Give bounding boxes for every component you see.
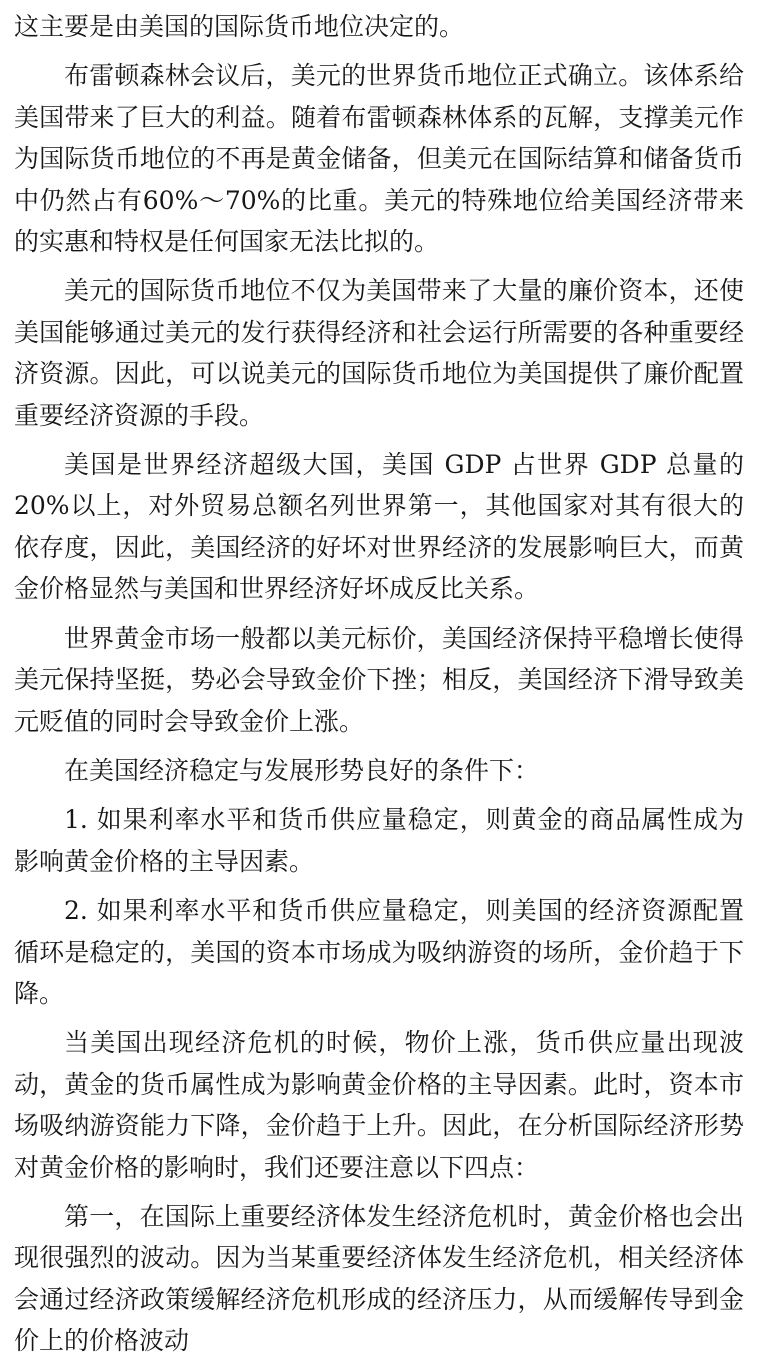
list-item-2: 2. 如果利率水平和货币供应量稳定，则美国的经济资源配置循环是稳定的，美国的资本市场成为吸纳游资的场所，金价趋于下降。 — [14, 896, 744, 1008]
paragraph-1: 这主要是由美国的国际货币地位决定的。 — [14, 12, 465, 41]
paragraph-6: 在美国经济稳定与发展形势良好的条件下： — [64, 755, 540, 785]
list-item-1: 1. 如果利率水平和货币供应量稳定，则黄金的商品属性成为影响黄金价格的主导因素。 — [14, 805, 744, 876]
paragraph-7: 当美国出现经济危机的时候，物价上涨，货币供应量出现波动，黄金的货币属性成为影响黄金价格的主导因素。此时，资本市场吸纳游资能力下降，金价趋于上升。因此，在分析国际经济形势对黄金价格的影响时，我们还要注意以下四点： — [14, 1028, 744, 1182]
paragraph-2: 布雷顿森林会议后，美元的世界货币地位正式确立。该体系给美国带来了巨大的利益。随着布雷顿森林体系的瓦解，支撑美元作为国际货币地位的不再是黄金储备，但美元在国际结算和储备货币中仍然占有60%～70%的比重。美元的特殊地位给美国经济带来的实惠和特权是任何国家无法比拟的。 — [14, 61, 744, 257]
paragraph-4: 美国是世界经济超级大国，美国 GDP 占世界 GDP 总量的 20%以上，对外贸易总额名列世界第一，其他国家对其有很大的依存度，因此，美国经济的好坏对世界经济的发展影响巨大，而黄金价格显然与美国和世界经济好坏成反比关系。 — [14, 450, 744, 604]
paragraph-8: 第一，在国际上重要经济体发生经济危机时，黄金价格也会出现很强烈的波动。因为当某重要经济体发生经济危机，相关经济体会通过经济政策缓解经济危机形成的经济压力，从而缓解传导到金价上的价格波动 — [14, 1201, 744, 1356]
paragraph-3: 美元的国际货币地位不仅为美国带来了大量的廉价资本，还使美国能够通过美元的发行获得经济和社会运行所需要的各种重要经济资源。因此，可以说美元的国际货币地位为美国提供了廉价配置重要经济资源的手段。 — [14, 276, 744, 430]
paragraph-5: 世界黄金市场一般都以美元标价，美国经济保持平稳增长使得美元保持坚挺，势必会导致金价下挫；相反，美国经济下滑导致美元贬值的同时会导致金价上涨。 — [14, 623, 744, 736]
